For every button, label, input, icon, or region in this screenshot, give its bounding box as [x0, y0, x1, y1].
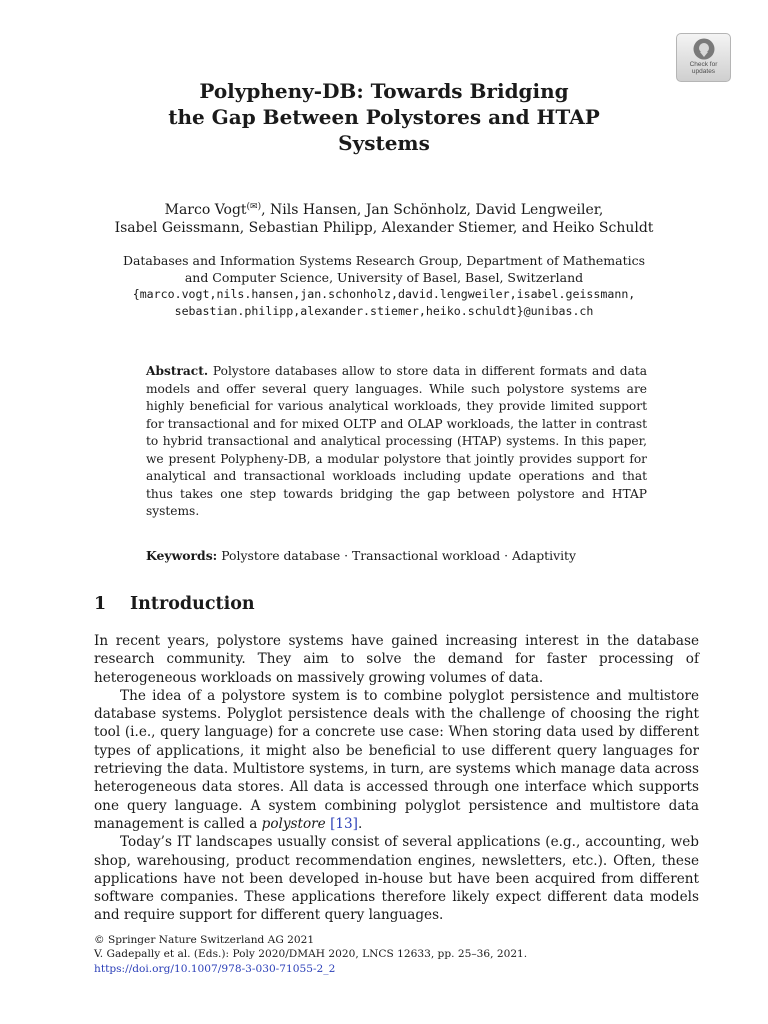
- paragraph-3: Today’s IT landscapes usually consist of several applications (e.g., accounting, web shop, warehousing, product recommendation engines, newsletters, etc.). Often, these applications have not been developed in-house but have been acquired from different software companies. These applications therefore likely expect different data models and require support for different query languages.: [94, 834, 699, 924]
- citation-link[interactable]: [13]: [330, 815, 358, 832]
- doi-link[interactable]: https://doi.org/10.1007/978-3-030-71055-2_2: [94, 962, 336, 975]
- paragraph-2: [94, 687, 699, 833]
- first-author: Marco Vogt: [164, 202, 247, 218]
- check-for-updates-icon: [692, 37, 716, 61]
- check-for-updates-badge[interactable]: [676, 33, 731, 82]
- paragraph-2-text: The idea of a polystore system is to combine polyglot persistence and multistore database systems. Polyglot persistence deals with the challenge of choosing the right tool (i.e., query language) for a concrete use case: When storing data used by different types of applications, it might also be beneficial to use different query languages for retrieving the data. Multistore systems, in turn, are systems which manage data across heterogeneous data stores. All data is accessed through one interface which supports one query language. A system combining polyglot persistence and multistore data management is called a: [94, 687, 699, 832]
- abstract: [146, 363, 647, 521]
- title-line-2: the Gap Between Polystores and HTAP: [168, 105, 600, 129]
- author-list: [0, 201, 768, 237]
- corresponding-author-icon: (✉): [246, 202, 262, 212]
- affiliation: [0, 252, 768, 320]
- authors-line-1: [0, 201, 768, 219]
- keywords: [146, 547, 576, 564]
- email-line-2: sebastian.philipp,alexander.stiemer,heiko.schuldt}@unibas.ch: [174, 304, 594, 318]
- footer: [94, 933, 527, 976]
- affiliation-line-1: Databases and Information Systems Research Group, Department of Mathematics: [122, 253, 646, 268]
- section-number: 1: [94, 594, 107, 614]
- title-line-1: Polypheny-DB: Towards Bridging: [199, 79, 569, 103]
- body-text: [94, 632, 699, 925]
- keywords-text: Polystore database · Transactional workload · Adaptivity: [221, 548, 577, 563]
- paragraph-2-end: .: [357, 815, 363, 832]
- paper-title: [0, 78, 768, 156]
- section-heading: [94, 592, 255, 616]
- paragraph-1: In recent years, polystore systems have gained increasing interest in the database research community. They aim to solve the demand for faster processing of heterogeneous workloads on massively growing volumes of data.: [94, 633, 699, 686]
- email-line-1: {marco.vogt,nils.hansen,jan.schonholz,david.lengweiler,isabel.geissmann,: [132, 287, 636, 301]
- keywords-label: Keywords:: [146, 548, 218, 563]
- badge-label-line2: updates: [691, 68, 716, 75]
- abstract-text: Polystore databases allow to store data in different formats and data models and offer several query languages. While such polystore systems are highly beneficial for various analytical workloads, they provide limited support for transactional and for mixed OLTP and OLAP workloads, the latter in contrast to hybrid transactional and analytical processing (HTAP) systems. In this paper, we present Polypheny-DB, a modular polystore that jointly provides support for analytical and transactional workloads including update operations and that thus takes one step towards bridging the gap between polystore and HTAP systems.: [146, 364, 648, 518]
- title-line-3: Systems: [338, 131, 430, 155]
- authors-line-2: Isabel Geissmann, Sebastian Philipp, Alexander Stiemer, and Heiko Schuldt: [114, 220, 654, 236]
- affiliation-line-2: and Computer Science, University of Basel, Basel, Switzerland: [184, 270, 584, 285]
- section-title: Introduction: [130, 594, 255, 614]
- authors-line-1-rest: , Nils Hansen, Jan Schönholz, David Lengweiler,: [261, 202, 604, 218]
- citation: V. Gadepally et al. (Eds.): Poly 2020/DMAH 2020, LNCS 12633, pp. 25–36, 2021.: [94, 948, 528, 961]
- copyright: © Springer Nature Switzerland AG 2021: [94, 934, 315, 946]
- polystore-term: polystore: [261, 815, 326, 832]
- badge-label-line1: Check for: [689, 61, 718, 68]
- abstract-label: Abstract.: [146, 364, 209, 378]
